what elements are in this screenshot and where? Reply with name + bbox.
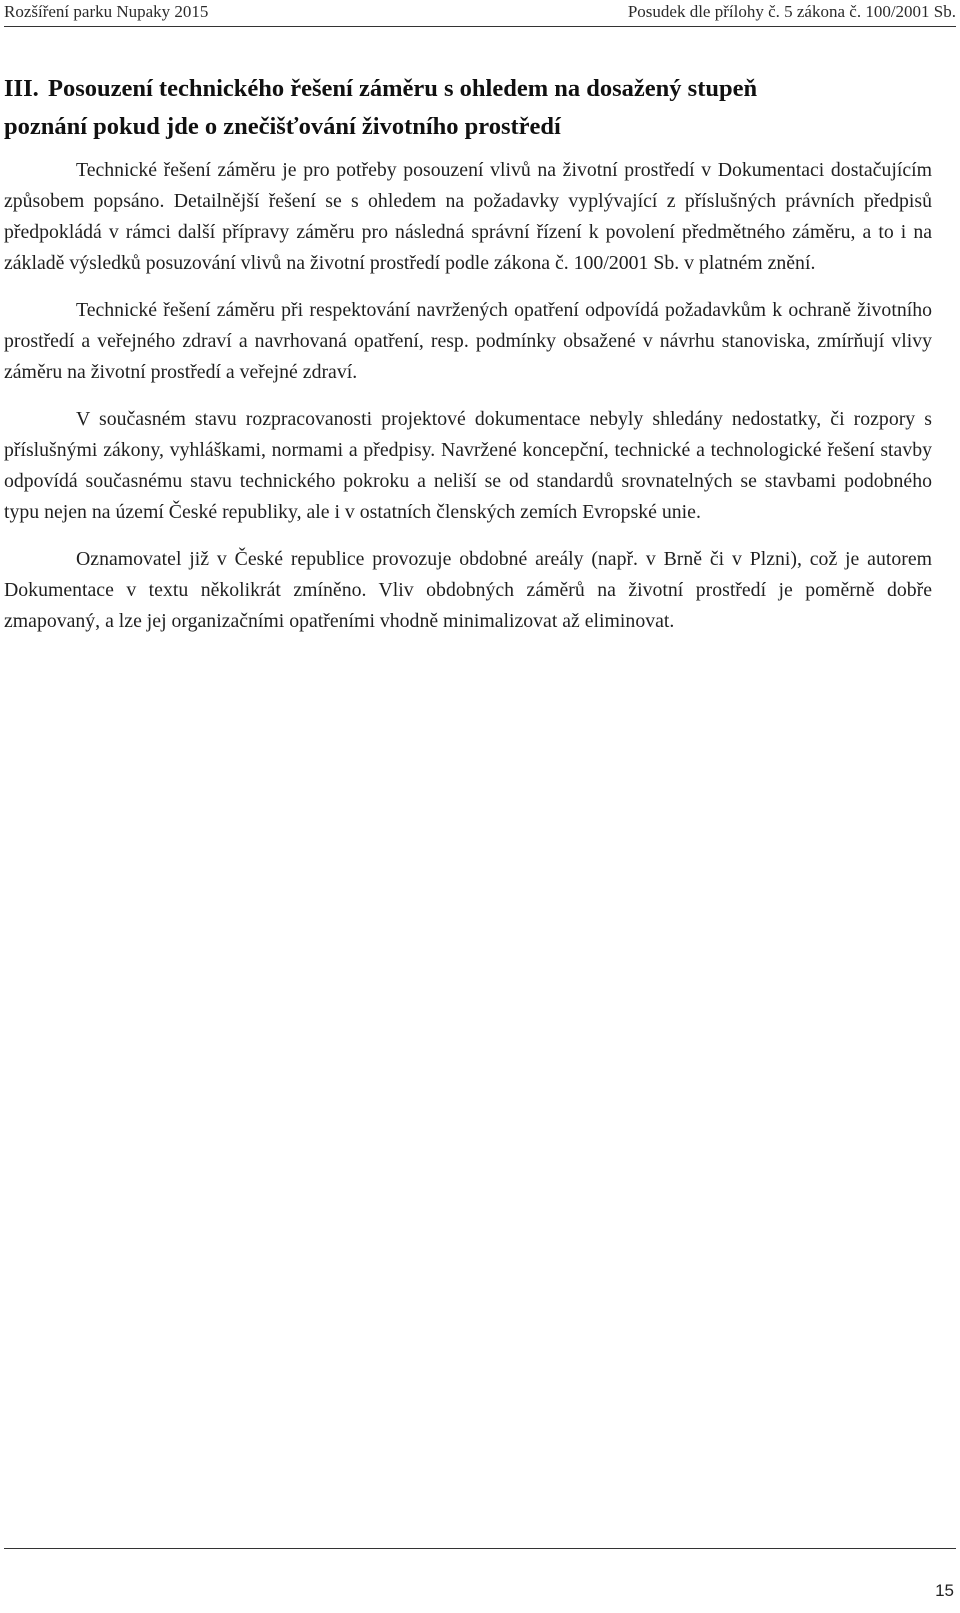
header-document-type: Posudek dle přílohy č. 5 zákona č. 100/2001 Sb. <box>627 2 956 21</box>
body-text <box>4 155 932 653</box>
header-document-title: Rozšíření parku Nupaky 2015 <box>4 2 209 21</box>
section-number: III. <box>4 75 39 102</box>
page-header <box>4 2 956 27</box>
paragraph-3: V současném stavu rozpracovanosti projektové dokumentace nebyly shledány nedostatky, či rozpory s příslušnými zákony, vyhláškami, normami a předpisy. Navržené koncepční, technické a technologické řešení stavby odpovídá současnému stavu technického pokroku a neliší se od standardů srovnatelných se stavbami podobného typu nejen na území České republiky, ale i v ostatních členských zemích Evropské unie. <box>4 408 932 523</box>
section-title-line2: poznání pokud jde o znečišťování životního prostředí <box>4 113 561 140</box>
section-heading <box>4 70 932 146</box>
footer-divider <box>4 1548 956 1549</box>
paragraph-2: Technické řešení záměru při respektování navržených opatření odpovídá požadavkům k ochraně životního prostředí a veřejného zdraví a navrhovaná opatření, resp. podmínky obsažené v návrhu stanoviska, zmírňují vlivy záměru na životní prostředí a veřejné zdraví. <box>4 299 932 383</box>
page-number: 15 <box>935 1581 954 1600</box>
section-title-line1: Posouzení technického řešení záměru s ohledem na dosažený stupeň <box>48 75 758 102</box>
paragraph-4: Oznamovatel již v České republice provozuje obdobné areály (např. v Brně či v Plzni), což je autorem Dokumentace v textu několikrát zmíněno. Vliv obdobných záměrů na životní prostředí je poměrně dobře zmapovaný, a lze jej organizačními opatřeními vhodně minimalizovat až eliminovat. <box>4 548 932 632</box>
section-heading-line1 <box>4 70 932 108</box>
paragraph-1: Technické řešení záměru je pro potřeby posouzení vlivů na životní prostředí v Dokumentaci dostačujícím způsobem popsáno. Detailnější řešení se s ohledem na požadavky vyplývající z příslušných právních předpisů předpokládá v rámci další přípravy záměru pro následná správní řízení k povolení předmětného záměru, a to i na základě výsledků posuzování vlivů na životní prostředí podle zákona č. 100/2001 Sb. v platném znění. <box>4 159 932 274</box>
